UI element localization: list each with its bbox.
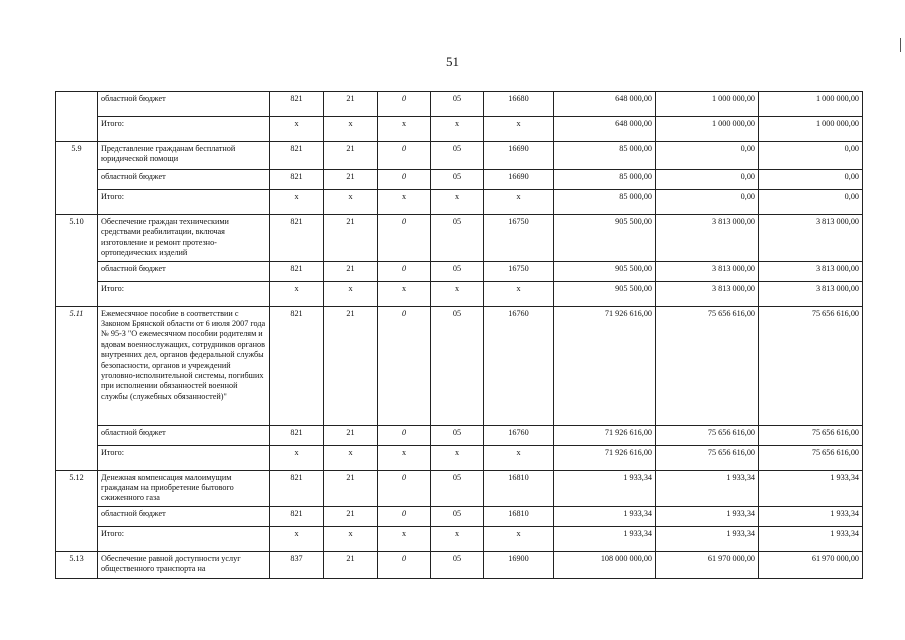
- code-pr-cell: х: [378, 281, 431, 306]
- row-name-cell: Денежная компенсация малоимущим гражданам на приобретение бытового сжиженного газа: [98, 470, 270, 506]
- row-number-cell: 5.13: [56, 551, 98, 578]
- code-rz-cell: 21: [324, 425, 378, 445]
- code-dir-cell: х: [484, 526, 554, 551]
- value-year1-cell: 648 000,00: [554, 92, 656, 117]
- value-year3-cell: 3 813 000,00: [759, 261, 863, 281]
- value-year3-cell: 0,00: [759, 170, 863, 190]
- table-row: [56, 170, 863, 190]
- value-year2-cell: 3 813 000,00: [656, 281, 759, 306]
- code-dir-cell: х: [484, 190, 554, 215]
- code-dir-cell: 16750: [484, 215, 554, 262]
- row-name-cell: областной бюджет: [98, 506, 270, 526]
- value-year3-cell: 1 933,34: [759, 526, 863, 551]
- code-rz-cell: х: [324, 526, 378, 551]
- row-name-cell: Итого:: [98, 445, 270, 470]
- code-gr-cell: 821: [270, 470, 324, 506]
- value-year3-cell: 0,00: [759, 190, 863, 215]
- row-name-cell: областной бюджет: [98, 261, 270, 281]
- code-gr-cell: 821: [270, 306, 324, 425]
- table-row: [56, 92, 863, 117]
- table-row: [56, 551, 863, 578]
- row-name-cell: Обеспечение равной доступности услуг общественного транспорта на: [98, 551, 270, 578]
- code-rz-cell: 21: [324, 215, 378, 262]
- budget-table: [55, 91, 863, 579]
- value-year3-cell: 3 813 000,00: [759, 281, 863, 306]
- code-gp-cell: х: [431, 190, 484, 215]
- code-gp-cell: 05: [431, 470, 484, 506]
- value-year2-cell: 0,00: [656, 170, 759, 190]
- table-row: [56, 142, 863, 170]
- code-pr-cell: 0: [378, 261, 431, 281]
- row-name-cell: Итого:: [98, 281, 270, 306]
- code-rz-cell: х: [324, 190, 378, 215]
- row-number-cell: 5.10: [56, 215, 98, 307]
- code-gp-cell: 05: [431, 261, 484, 281]
- value-year1-cell: 71 926 616,00: [554, 306, 656, 425]
- code-gp-cell: х: [431, 445, 484, 470]
- table-row: [56, 526, 863, 551]
- value-year2-cell: 75 656 616,00: [656, 445, 759, 470]
- row-name-cell: Итого:: [98, 190, 270, 215]
- code-rz-cell: 21: [324, 306, 378, 425]
- table-row: [56, 190, 863, 215]
- code-gr-cell: 821: [270, 261, 324, 281]
- value-year2-cell: 75 656 616,00: [656, 425, 759, 445]
- value-year3-cell: 75 656 616,00: [759, 445, 863, 470]
- code-gp-cell: х: [431, 526, 484, 551]
- value-year3-cell: 75 656 616,00: [759, 306, 863, 425]
- code-pr-cell: 0: [378, 92, 431, 117]
- code-dir-cell: 16760: [484, 306, 554, 425]
- code-gr-cell: х: [270, 190, 324, 215]
- value-year1-cell: 1 933,34: [554, 470, 656, 506]
- code-gp-cell: 05: [431, 215, 484, 262]
- row-name-cell: областной бюджет: [98, 92, 270, 117]
- value-year2-cell: 3 813 000,00: [656, 215, 759, 262]
- code-gr-cell: х: [270, 445, 324, 470]
- code-gr-cell: 821: [270, 425, 324, 445]
- code-gp-cell: 05: [431, 306, 484, 425]
- value-year2-cell: 1 000 000,00: [656, 92, 759, 117]
- code-rz-cell: х: [324, 281, 378, 306]
- code-pr-cell: х: [378, 117, 431, 142]
- value-year1-cell: 1 933,34: [554, 526, 656, 551]
- code-gp-cell: 05: [431, 92, 484, 117]
- value-year2-cell: 1 933,34: [656, 470, 759, 506]
- code-dir-cell: 16750: [484, 261, 554, 281]
- code-dir-cell: х: [484, 117, 554, 142]
- row-name-cell: Итого:: [98, 117, 270, 142]
- code-rz-cell: 21: [324, 92, 378, 117]
- code-gr-cell: 821: [270, 170, 324, 190]
- value-year1-cell: 71 926 616,00: [554, 425, 656, 445]
- value-year1-cell: 85 000,00: [554, 190, 656, 215]
- table-row: [56, 306, 863, 425]
- code-dir-cell: х: [484, 445, 554, 470]
- code-pr-cell: 0: [378, 551, 431, 578]
- code-dir-cell: 16900: [484, 551, 554, 578]
- table-row: [56, 215, 863, 262]
- code-pr-cell: 0: [378, 470, 431, 506]
- value-year3-cell: 0,00: [759, 142, 863, 170]
- value-year1-cell: 905 500,00: [554, 281, 656, 306]
- value-year2-cell: 75 656 616,00: [656, 306, 759, 425]
- code-gr-cell: 821: [270, 215, 324, 262]
- value-year1-cell: 648 000,00: [554, 117, 656, 142]
- value-year1-cell: 85 000,00: [554, 142, 656, 170]
- value-year3-cell: 1 000 000,00: [759, 92, 863, 117]
- value-year2-cell: 1 933,34: [656, 526, 759, 551]
- value-year1-cell: 108 000 000,00: [554, 551, 656, 578]
- code-dir-cell: 16760: [484, 425, 554, 445]
- code-pr-cell: х: [378, 526, 431, 551]
- value-year3-cell: 1 933,34: [759, 506, 863, 526]
- code-rz-cell: 21: [324, 551, 378, 578]
- code-pr-cell: 0: [378, 506, 431, 526]
- row-name-cell: Итого:: [98, 526, 270, 551]
- row-name-cell: областной бюджет: [98, 425, 270, 445]
- table-row: [56, 470, 863, 506]
- code-dir-cell: 16810: [484, 506, 554, 526]
- value-year1-cell: 905 500,00: [554, 215, 656, 262]
- table-row: [56, 425, 863, 445]
- table-row: [56, 445, 863, 470]
- code-gr-cell: 821: [270, 506, 324, 526]
- scan-edge-mark: [900, 38, 901, 52]
- code-dir-cell: 16690: [484, 142, 554, 170]
- row-name-cell: областной бюджет: [98, 170, 270, 190]
- value-year3-cell: 1 933,34: [759, 470, 863, 506]
- value-year1-cell: 1 933,34: [554, 506, 656, 526]
- value-year3-cell: 61 970 000,00: [759, 551, 863, 578]
- code-pr-cell: 0: [378, 142, 431, 170]
- value-year2-cell: 1 000 000,00: [656, 117, 759, 142]
- code-gp-cell: х: [431, 117, 484, 142]
- value-year2-cell: 61 970 000,00: [656, 551, 759, 578]
- table-row: [56, 261, 863, 281]
- code-gr-cell: х: [270, 526, 324, 551]
- code-gp-cell: 05: [431, 551, 484, 578]
- code-pr-cell: 0: [378, 170, 431, 190]
- value-year3-cell: 3 813 000,00: [759, 215, 863, 262]
- code-rz-cell: 21: [324, 261, 378, 281]
- code-gr-cell: 821: [270, 92, 324, 117]
- page-number: 51: [446, 54, 459, 69]
- table-row: [56, 281, 863, 306]
- code-dir-cell: 16680: [484, 92, 554, 117]
- code-rz-cell: х: [324, 117, 378, 142]
- code-gp-cell: 05: [431, 425, 484, 445]
- value-year1-cell: 85 000,00: [554, 170, 656, 190]
- code-dir-cell: 16810: [484, 470, 554, 506]
- value-year2-cell: 0,00: [656, 190, 759, 215]
- row-number-cell: 5.11: [56, 306, 98, 470]
- value-year2-cell: 3 813 000,00: [656, 261, 759, 281]
- code-rz-cell: 21: [324, 506, 378, 526]
- code-dir-cell: х: [484, 281, 554, 306]
- code-dir-cell: 16690: [484, 170, 554, 190]
- row-number-cell: [56, 92, 98, 142]
- value-year2-cell: 1 933,34: [656, 506, 759, 526]
- value-year1-cell: 71 926 616,00: [554, 445, 656, 470]
- row-name-cell: Ежемесячное пособие в соответствии с Законом Брянской области от 6 июля 2007 года № 95-З "О ежемесячном пособии родителям и вдовам военнослужащих, сотрудников органов внутренних дел, органов федеральной службы безопасности, органов и учреждений уголовно-исполнительной системы, погибших при исполнении обязанностей военной службы (служебных обязанностей)": [98, 306, 270, 425]
- code-pr-cell: 0: [378, 306, 431, 425]
- code-gp-cell: 05: [431, 142, 484, 170]
- row-name-cell: Обеспечение граждан техническими средствами реабилитации, включая изготовление и ремонт протезно-ортопедических изделий: [98, 215, 270, 262]
- code-rz-cell: 21: [324, 470, 378, 506]
- code-gr-cell: х: [270, 117, 324, 142]
- code-pr-cell: 0: [378, 425, 431, 445]
- row-number-cell: 5.12: [56, 470, 98, 551]
- code-rz-cell: 21: [324, 142, 378, 170]
- code-rz-cell: х: [324, 445, 378, 470]
- code-gr-cell: 837: [270, 551, 324, 578]
- code-gp-cell: 05: [431, 170, 484, 190]
- code-pr-cell: х: [378, 190, 431, 215]
- code-rz-cell: 21: [324, 170, 378, 190]
- value-year3-cell: 1 000 000,00: [759, 117, 863, 142]
- row-name-cell: Представление гражданам бесплатной юридической помощи: [98, 142, 270, 170]
- table-row: [56, 506, 863, 526]
- value-year3-cell: 75 656 616,00: [759, 425, 863, 445]
- code-pr-cell: 0: [378, 215, 431, 262]
- code-gr-cell: х: [270, 281, 324, 306]
- table-row: [56, 117, 863, 142]
- value-year1-cell: 905 500,00: [554, 261, 656, 281]
- code-gr-cell: 821: [270, 142, 324, 170]
- code-gp-cell: 05: [431, 506, 484, 526]
- value-year2-cell: 0,00: [656, 142, 759, 170]
- code-gp-cell: х: [431, 281, 484, 306]
- row-number-cell: 5.9: [56, 142, 98, 215]
- code-pr-cell: х: [378, 445, 431, 470]
